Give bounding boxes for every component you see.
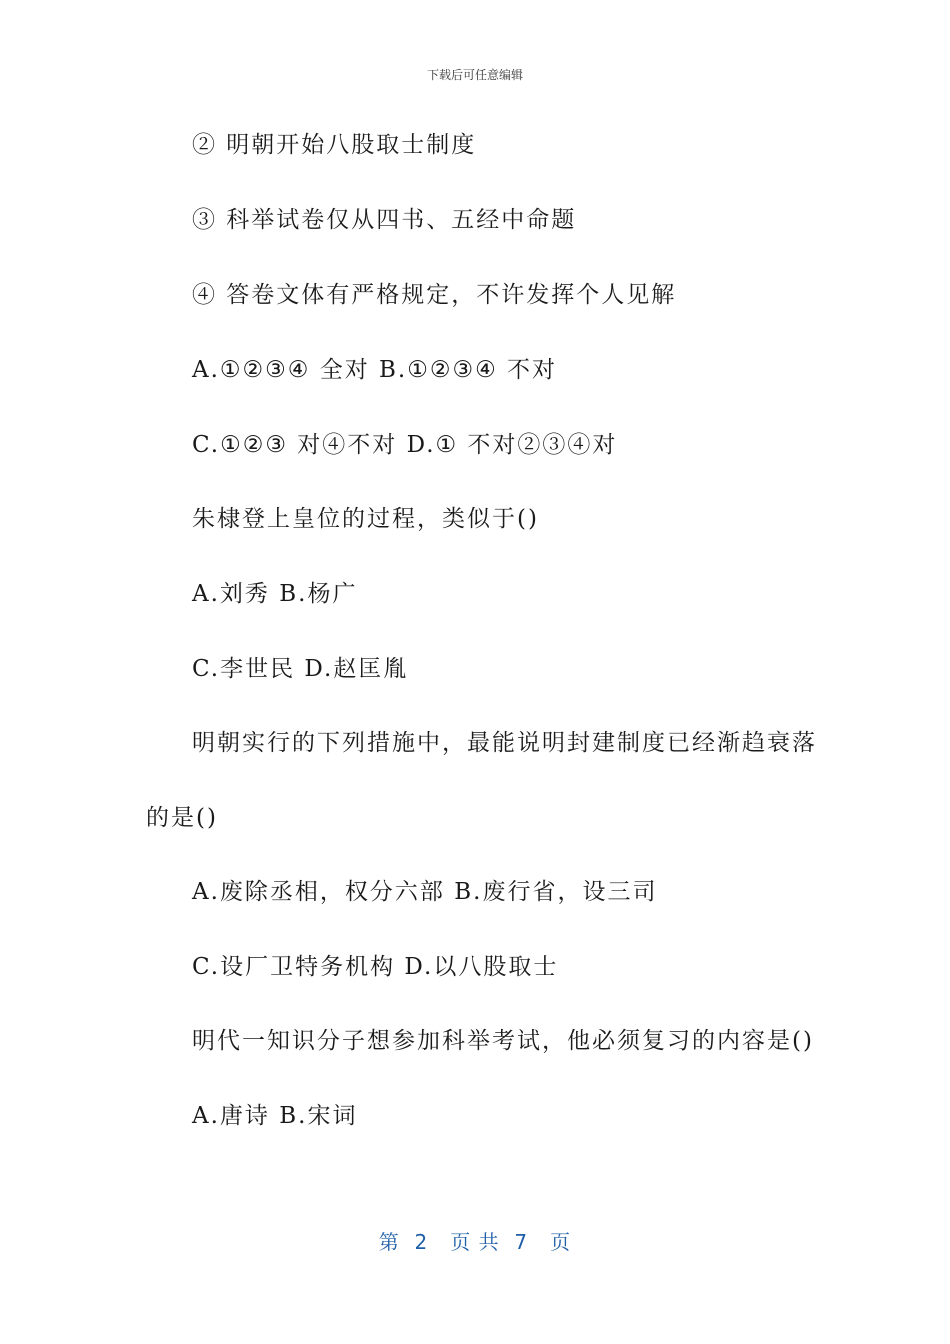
question-ming-measures-cont: 的是(): [146, 805, 218, 831]
question-ming-measures: 明朝实行的下列措施中，最能说明封建制度已经渐趋衰落: [192, 730, 817, 756]
header-note: 下载后可任意编辑: [426, 68, 523, 82]
option-line-ab: A.①②③④ 全对 B.①②③④ 不对: [192, 357, 558, 383]
statement-3: ③ 科举试卷仅从四书、五经中命题: [192, 207, 577, 233]
option-line-cd: C.李世民 D.赵匡胤: [192, 656, 409, 682]
option-line-cd: C.①②③ 对④不对 D.① 不对②③④对: [192, 432, 618, 458]
option-line-ab: A.刘秀 B.杨广: [192, 581, 358, 607]
statement-4: ④ 答卷文体有严格规定，不许发挥个人见解: [192, 282, 677, 308]
question-zhudi: 朱棣登上皇位的过程，类似于(): [192, 506, 539, 532]
option-line-cd: C.设厂卫特务机构 D.以八股取士: [192, 954, 559, 980]
statement-2: ② 明朝开始八股取士制度: [192, 132, 477, 158]
page-number: 第 2 页 共 7 页: [378, 1230, 572, 1254]
option-line-ab: A.唐诗 B.宋词: [192, 1103, 358, 1129]
option-line-ab: A.废除丞相，权分六部 B.废行省，设三司: [192, 879, 658, 905]
question-keju-content: 明代一知识分子想参加科举考试，他必须复习的内容是(): [192, 1028, 814, 1054]
